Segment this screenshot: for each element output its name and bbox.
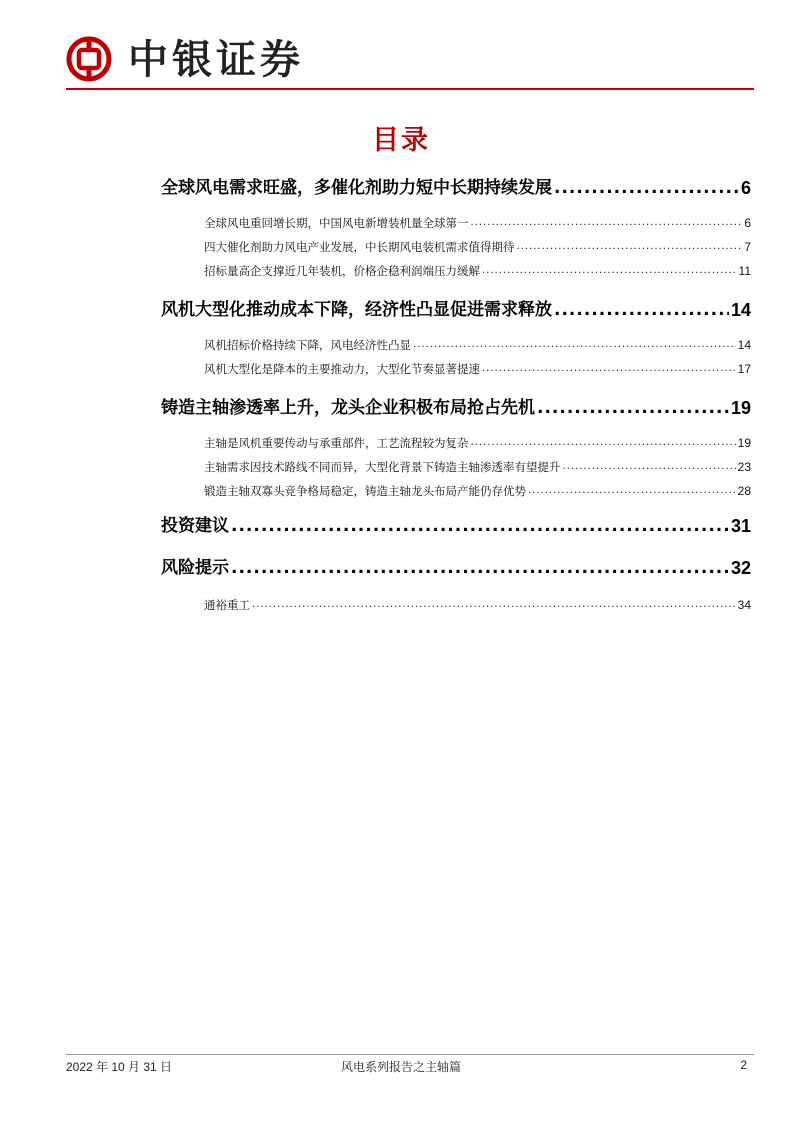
- toc-entry-label: 风机大型化推动成本下降，经济性凸显促进需求释放: [161, 300, 552, 320]
- toc-entry-label: 全球风电需求旺盛，多催化剂助力短中长期持续发展: [161, 178, 552, 198]
- toc-entry-page: 7: [744, 240, 751, 254]
- toc-leader-dots: [231, 556, 729, 580]
- toc-entry-label: 通裕重工: [204, 598, 250, 612]
- toc-leader-dots: [471, 432, 736, 452]
- toc-entry-label: 风险提示: [161, 558, 229, 578]
- toc-entry-page: 19: [730, 398, 751, 418]
- toc-leader-dots: [528, 480, 736, 500]
- toc-entry-page: 6: [744, 216, 751, 230]
- toc-leader-dots: [413, 334, 736, 354]
- bank-of-china-logo-icon: [66, 36, 112, 82]
- toc-leader-dots: [563, 456, 736, 476]
- toc-section-entry[interactable]: [161, 514, 751, 538]
- toc-leader-dots: [252, 594, 736, 614]
- toc-leader-dots: [482, 260, 737, 280]
- toc-entry-label: 主轴需求因技术路线不同而异，大型化背景下铸造主轴渗透率有望提升: [204, 460, 561, 474]
- toc-entry-page: 23: [737, 460, 751, 474]
- toc-entry-page: 28: [737, 484, 751, 498]
- toc-leader-dots: [482, 358, 736, 378]
- toc-leader-dots: [537, 396, 729, 420]
- footer-report-title: 风电系列报告之主轴篇: [340, 1060, 461, 1074]
- toc-entry-page: 17: [737, 362, 751, 376]
- toc-subsection-entry[interactable]: [204, 482, 751, 500]
- footer-page-number: 2: [740, 1058, 747, 1072]
- toc-entry-page: 19: [737, 436, 751, 450]
- toc-subsection-entry[interactable]: [204, 238, 751, 256]
- toc-entry-label: 风机招标价格持续下降，风电经济性凸显: [204, 338, 411, 352]
- toc-section-entry[interactable]: [161, 556, 751, 580]
- toc-entry-label: 风机大型化是降本的主要推动力，大型化节奏显著提速: [204, 362, 480, 376]
- toc-entry-label: 投资建议: [161, 516, 229, 536]
- page-header: [66, 34, 754, 94]
- footer-rule: [66, 1054, 754, 1055]
- toc-entry-label: 主轴是风机重要传动与承重部件，工艺流程较为复杂: [204, 436, 469, 450]
- toc-entry-label: 全球风电重回增长期，中国风电新增装机量全球第一: [204, 216, 469, 230]
- toc-subsection-entry[interactable]: [204, 458, 751, 476]
- toc-subsection-entry[interactable]: [204, 434, 751, 452]
- toc-section-entry[interactable]: [161, 396, 751, 420]
- toc-leader-dots: [554, 298, 729, 322]
- toc-subsection-entry[interactable]: [204, 262, 751, 280]
- toc-entry-label: 招标量高企支撑近几年装机，价格企稳利润端压力缓解: [204, 264, 480, 278]
- toc-title: 目录: [372, 125, 430, 156]
- toc-subsection-entry[interactable]: [204, 214, 751, 232]
- toc-subsection-entry[interactable]: [204, 336, 751, 354]
- toc-entry-page: 34: [737, 598, 751, 612]
- toc-entry-label: 锻造主轴双寡头竞争格局稳定，铸造主轴龙头布局产能仍存优势: [204, 484, 526, 498]
- toc-entry-page: 14: [730, 300, 751, 320]
- toc-entry-page: 32: [730, 558, 751, 578]
- toc-entry-label: 四大催化剂助力风电产业发展，中长期风电装机需求值得期待: [204, 240, 515, 254]
- toc-entry-page: 31: [730, 516, 751, 536]
- toc-section-entry[interactable]: [161, 298, 751, 322]
- toc-subsection-entry[interactable]: [204, 360, 751, 378]
- toc-subsection-entry[interactable]: [204, 596, 751, 614]
- toc-leader-dots: [554, 176, 739, 200]
- brand-name: 中银证券: [128, 36, 304, 83]
- toc-entry-label: 铸造主轴渗透率上升，龙头企业积极布局抢占先机: [161, 398, 535, 418]
- toc-section-entry[interactable]: [161, 176, 751, 200]
- toc-entry-page: 11: [738, 264, 751, 278]
- toc-entry-page: 6: [740, 178, 751, 198]
- toc-leader-dots: [471, 212, 743, 232]
- toc-leader-dots: [517, 236, 743, 256]
- header-rule: [66, 88, 754, 90]
- toc-leader-dots: [231, 514, 729, 538]
- footer-date: 2022 年 10 月 31 日: [66, 1060, 173, 1074]
- toc-entry-page: 14: [737, 338, 751, 352]
